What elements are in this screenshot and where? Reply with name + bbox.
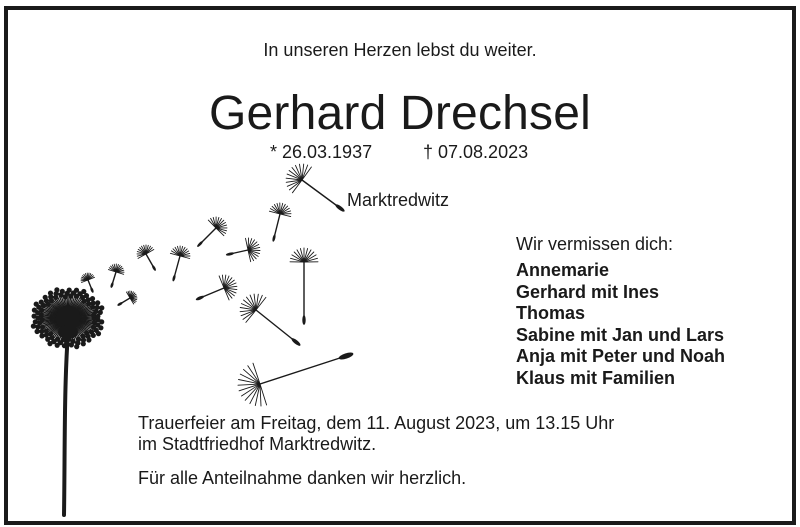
funeral-line: Trauerfeier am Freitag, dem 11. August 2023, um 13.15 Uhr	[138, 413, 615, 433]
death-date: † 07.08.2023	[423, 142, 529, 162]
deceased-name: Gerhard Drechsel	[208, 87, 592, 140]
mourner-name: Annemarie	[516, 260, 610, 280]
thanks-line: Für alle Anteilnahme danken wir herzlich.	[138, 468, 467, 488]
mourner-name: Gerhard mit Ines	[516, 281, 660, 302]
funeral-info	[138, 413, 614, 455]
mourner-name: Anja mit Peter und Noah	[516, 346, 726, 367]
funeral-line: im Stadtfriedhof Marktredwitz.	[138, 434, 377, 454]
missing-intro: Wir vermissen dich:	[516, 234, 674, 254]
obituary-notice	[4, 6, 796, 525]
birth-date: * 26.03.1937	[270, 142, 373, 162]
motto: In unseren Herzen lebst du weiter.	[263, 40, 537, 60]
mourner-name: Klaus mit Familien	[516, 367, 676, 388]
mourner-list	[516, 260, 725, 390]
mourner-name: Thomas	[516, 303, 586, 324]
place: Marktredwitz	[347, 190, 450, 210]
mourner-name: Sabine mit Jan und Lars	[516, 324, 725, 345]
